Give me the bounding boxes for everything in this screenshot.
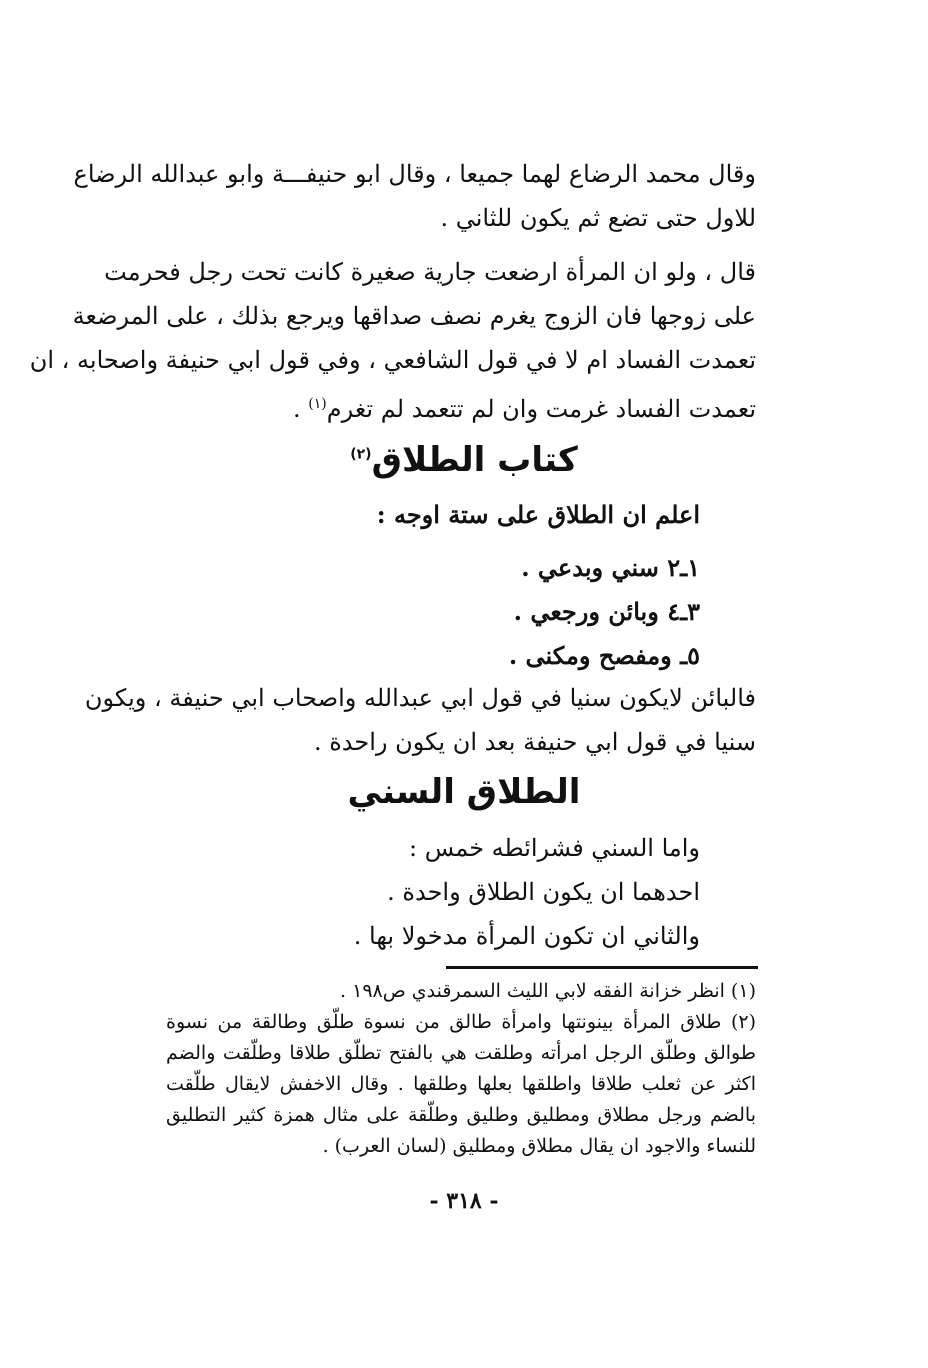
sentence-end: . (293, 395, 309, 423)
divorce-types-list (509, 546, 700, 678)
text-line: تعمدت الفساد ام لا في قول الشافعي ، وفي قول ابي حنيفة واصحابه ، ان (29, 346, 756, 374)
list-item: والثاني ان تكون المرأة مدخولا بها . (353, 922, 700, 950)
chapter-title: كتاب الطلاق (371, 440, 578, 480)
conditions-list (354, 826, 700, 958)
footnote-ref-2[interactable]: (٢) (350, 446, 372, 463)
chapter-heading (0, 440, 928, 480)
footnote-divider (446, 966, 758, 969)
paragraph-1 (73, 152, 756, 240)
text-line: فالبائن لايكون سنيا في قول ابي عبدالله واصحاب ابي حنيفة ، ويكون (84, 684, 756, 712)
text-line: سنيا في قول ابي حنيفة بعد ان يكون راحدة . (313, 728, 756, 756)
page-number: - ٣١٨ - (429, 1188, 499, 1214)
intro-line: اعلم ان الطلاق على ستة اوجه : (376, 500, 700, 529)
paragraph-2 (29, 250, 756, 431)
section-heading: الطلاق السني (347, 772, 581, 812)
text-line (116, 382, 756, 431)
text-line: قال ، ولو ان المرأة ارضعت جارية صغيرة كانت تحت رجل فحرمت (104, 258, 756, 286)
text-line: وقال محمد الرضاع لهما جميعا ، وقال ابو حنيفـــة وابو عبدالله الرضاع (73, 160, 756, 188)
list-item: ٥ـ ومفصح ومكنى . (508, 641, 700, 670)
paragraph-3 (84, 676, 756, 764)
list-item: ٣ـ٤ وبائن ورجعي . (513, 597, 700, 626)
footnote-2: (٢) طلاق المرأة بينونتها وامرأة طالق من نسوة طلّق وطالقة من نسوة طوالق وطلّق الرجل امرأته وطلقت هي بالفتح تطلّق طلاقا وطلّقت والضم اكثر عن ثعلب طلاقا واطلقها بعلها وطلقها . وقال الاخفش لايقال طلّقت بالضم ورجل مطلاق ومطليق وطليق وطلّقة على مثال همزة كثير التطليق للنساء والاجود ان يقال مطلاق ومطليق (لسان العرب) . (166, 1011, 756, 1157)
list-item: احدهما ان يكون الطلاق واحدة . (387, 878, 700, 906)
footnote-ref-1[interactable]: (١) (308, 396, 327, 412)
footnote-1: (١) انظر خزانة الفقه لابي الليث السمرقندي ص١٩٨ . (340, 980, 756, 1002)
text-line-body: تعمدت الفساد غرمت وان لم تتعمد لم تغرم (326, 395, 756, 423)
list-item: ١ـ٢ سني وبدعي . (521, 553, 700, 582)
text-line: على زوجها فان الزوج يغرم نصف صداقها ويرجع بذلك ، على المرضعة (72, 302, 756, 330)
text-line: للاول حتى تضع ثم يكون للثاني . (440, 204, 756, 232)
footnotes (166, 976, 756, 1162)
list-item: واما السني فشرائطه خمس : (409, 834, 700, 862)
